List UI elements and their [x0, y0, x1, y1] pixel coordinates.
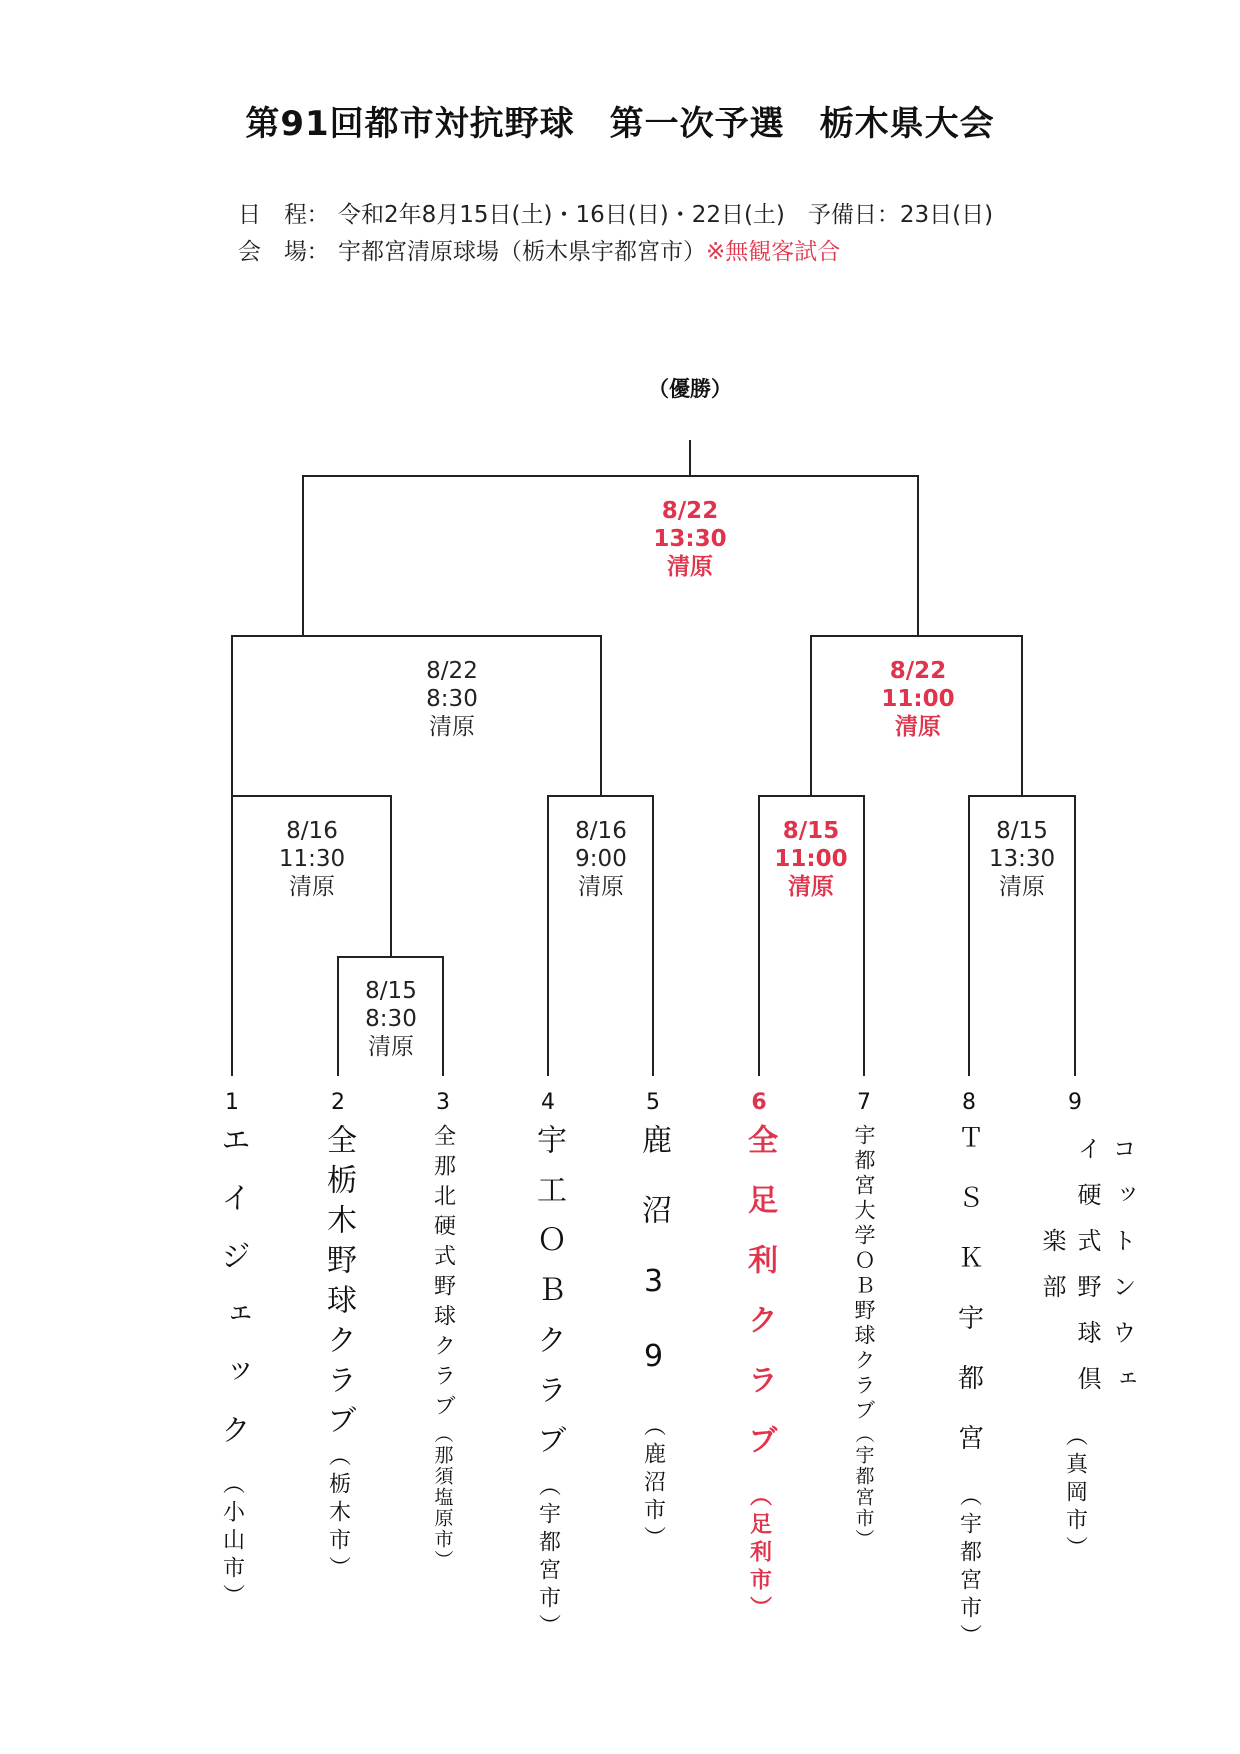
- team-5: [623, 1090, 683, 1554]
- match-qf3: [736, 817, 886, 901]
- team-city: （足利市）: [746, 1484, 772, 1624]
- match-place: 清原: [667, 554, 713, 580]
- schedule-label: 日 程: [238, 202, 307, 228]
- team-6: [729, 1090, 789, 1624]
- team-4: [518, 1090, 578, 1642]
- venue-separator: ：: [306, 239, 330, 265]
- match-qf2: [526, 817, 676, 901]
- match-qf4: [947, 817, 1097, 901]
- match-date: 8/22: [889, 658, 947, 684]
- team-city: （鹿沼市）: [640, 1414, 666, 1554]
- schedule-separator: ：: [306, 202, 330, 228]
- team-name: エイジェック: [215, 1124, 250, 1472]
- match-r1: [316, 977, 466, 1061]
- match-time: 9:00: [575, 846, 627, 872]
- team-name: コットンウェイ硬式野球倶楽部: [1038, 1136, 1136, 1412]
- match-place: 清原: [578, 874, 624, 900]
- team-3: [413, 1090, 473, 1571]
- team-7: [834, 1090, 894, 1550]
- match-date: 8/15: [365, 978, 417, 1004]
- team-name: 全那北硬式野球クラブ: [430, 1124, 456, 1424]
- match-date: 8/16: [575, 818, 627, 844]
- match-place: 清原: [788, 874, 834, 900]
- match-qf1: [237, 817, 387, 901]
- match-date: 8/22: [426, 658, 478, 684]
- schedule-text: 令和2年8月15日(土)・16日(日)・22日(土) 予備日：23日(日): [338, 202, 994, 228]
- match-place: 清原: [999, 874, 1045, 900]
- team-2: [308, 1090, 368, 1584]
- team-8: [939, 1090, 999, 1652]
- team-9: [1035, 1090, 1136, 1564]
- team-number: 5: [646, 1090, 660, 1115]
- match-place: 清原: [368, 1034, 414, 1060]
- venue-text: 宇都宮清原球場（栃木県宇都宮市）: [338, 239, 706, 265]
- team-number: 8: [962, 1090, 976, 1115]
- match-time: 11:30: [278, 846, 346, 872]
- match-time: 13:30: [988, 846, 1056, 872]
- team-name: 宇工ＯＢクラブ: [531, 1124, 566, 1474]
- team-number: 4: [541, 1090, 555, 1115]
- venue-label: 会 場: [238, 239, 307, 265]
- match-time: 8:30: [365, 1006, 417, 1032]
- team-name: 全栃木野球クラブ: [321, 1124, 356, 1444]
- team-city: （宇都宮市）: [535, 1474, 561, 1642]
- team-number: 7: [857, 1090, 871, 1115]
- match-time: 8:30: [426, 686, 478, 712]
- team-name: 全足利クラブ: [742, 1124, 777, 1484]
- team-city: （栃木市）: [325, 1444, 351, 1584]
- page-title: 第91回都市対抗野球 第一次予選 栃木県大会: [245, 104, 995, 144]
- final-label: （優勝）: [648, 377, 732, 401]
- match-time: 13:30: [653, 526, 727, 552]
- team-number: 2: [331, 1090, 345, 1115]
- match-semi-right: [843, 657, 993, 741]
- match-time: 11:00: [774, 846, 848, 872]
- match-date: 8/16: [286, 818, 338, 844]
- match-date: 8/15: [996, 818, 1048, 844]
- match-place: 清原: [429, 714, 475, 740]
- team-city: （那須塩原市）: [431, 1424, 454, 1571]
- match-place: 清原: [895, 714, 941, 740]
- team-city: （宇都宮市）: [852, 1424, 875, 1550]
- team-city: （小山市）: [219, 1472, 245, 1612]
- team-number: 1: [225, 1090, 239, 1115]
- match-time: 11:00: [881, 686, 955, 712]
- venue-note: ※無観客試合: [706, 239, 841, 265]
- match-place: 清原: [289, 874, 335, 900]
- match-date: 8/15: [782, 818, 840, 844]
- team-city: （真岡市）: [1062, 1424, 1088, 1564]
- team-number: 3: [436, 1090, 450, 1115]
- bracket-final: [303, 476, 918, 636]
- team-1: [202, 1090, 262, 1612]
- match-semi-left: [377, 657, 527, 741]
- team-number: 6: [751, 1090, 767, 1115]
- team-city: （宇都宮市）: [956, 1484, 982, 1652]
- team-number: 9: [1068, 1090, 1082, 1115]
- team-name: 鹿沼39: [636, 1124, 671, 1414]
- match-final: [615, 497, 765, 581]
- team-name: 宇都宮大学ＯＢ野球クラブ: [852, 1124, 876, 1424]
- match-date: 8/22: [661, 498, 719, 524]
- team-name: ＴＳＫ宇都宮: [953, 1124, 984, 1484]
